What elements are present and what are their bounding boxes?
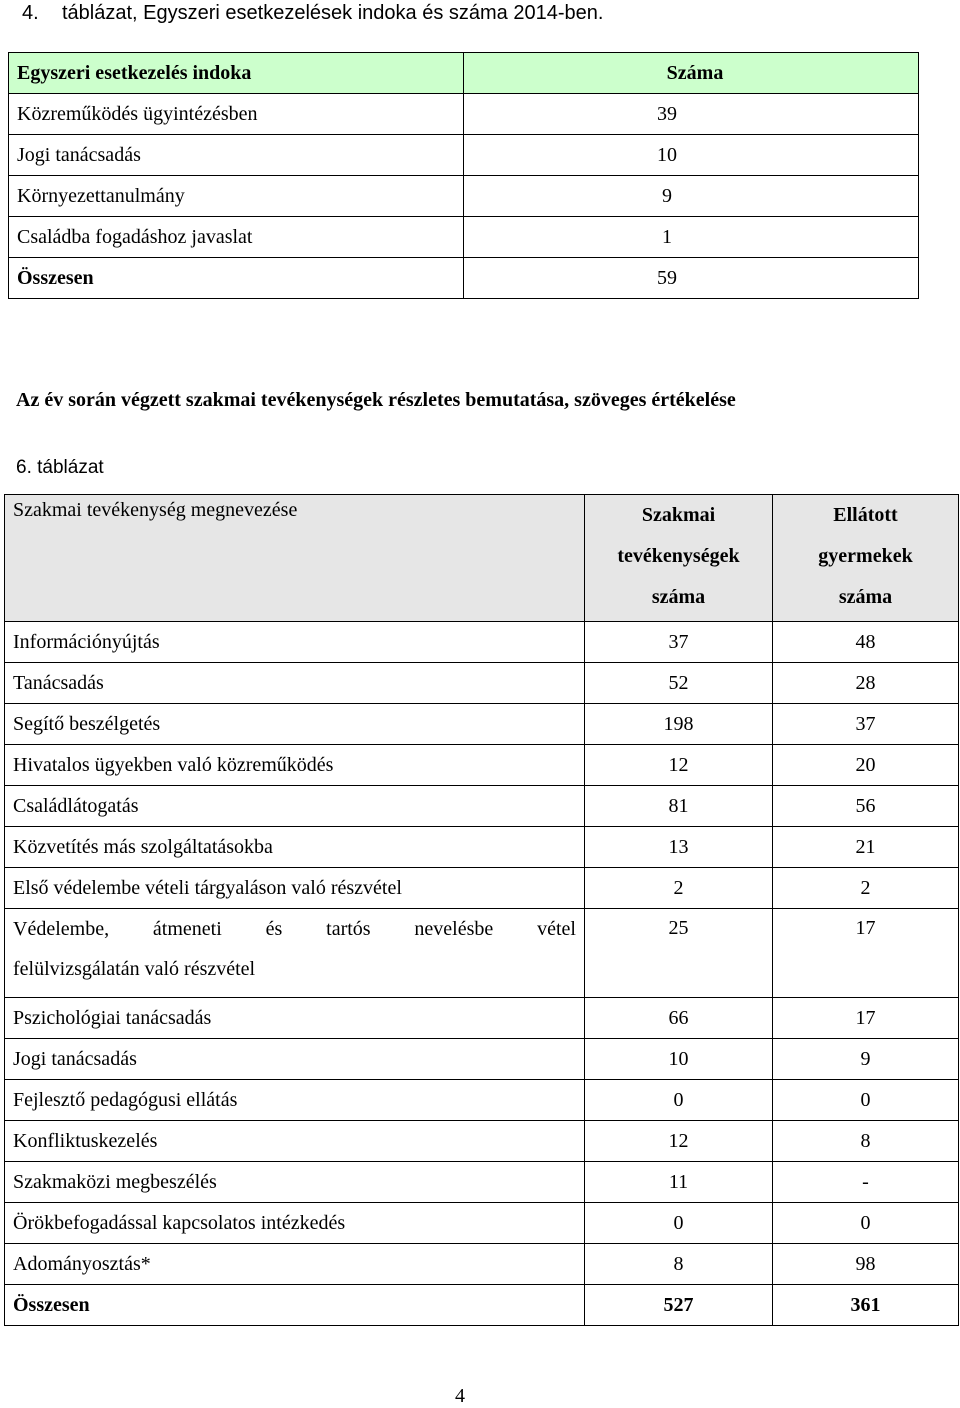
row-activities: 52: [585, 663, 773, 704]
row-activities: 37: [585, 622, 773, 663]
row-activities: 0: [585, 1203, 773, 1244]
row-activities: 25: [585, 909, 773, 998]
row-children: 17: [773, 909, 959, 998]
row-label: Családba fogadáshoz javaslat: [9, 217, 464, 258]
row-label: Pszichológiai tanácsadás: [5, 998, 585, 1039]
row-activities: 8: [585, 1244, 773, 1285]
row-children: 0: [773, 1203, 959, 1244]
row-children: 48: [773, 622, 959, 663]
row-children: 9: [773, 1039, 959, 1080]
row-activities: 11: [585, 1162, 773, 1203]
table-row: [9, 217, 919, 258]
row-label: Tanácsadás: [5, 663, 585, 704]
table-row: [5, 622, 959, 663]
table-header-row: [9, 53, 919, 94]
row-label: Közvetítés más szolgáltatásokba: [5, 827, 585, 868]
table-row: [9, 135, 919, 176]
row-children: 17: [773, 998, 959, 1039]
header-children-count: [773, 495, 959, 622]
total-row: [5, 1285, 959, 1326]
row-label: Örökbefogadással kapcsolatos intézkedés: [5, 1203, 585, 1244]
row-label: Fejlesztő pedagógusi ellátás: [5, 1080, 585, 1121]
total-label: Összesen: [5, 1285, 585, 1326]
word: és: [265, 918, 283, 940]
row-label-line1: [13, 909, 576, 949]
row-children: 20: [773, 745, 959, 786]
row-label: [5, 909, 585, 998]
row-value: 39: [464, 94, 919, 135]
table2-caption: 6. táblázat: [16, 457, 104, 478]
total-activities: 527: [585, 1285, 773, 1326]
header-line: Szakmai: [641, 504, 716, 526]
row-activities: 12: [585, 745, 773, 786]
row-label: Első védelembe vételi tárgyaláson való részvétel: [5, 868, 585, 909]
word: tartós: [326, 918, 371, 940]
table-row: [5, 663, 959, 704]
table-header-row: [5, 495, 959, 622]
row-children: -: [773, 1162, 959, 1203]
table-row: [5, 909, 959, 998]
row-activities: 2: [585, 868, 773, 909]
table-row: [5, 1121, 959, 1162]
row-value: 1: [464, 217, 919, 258]
row-activities: 66: [585, 998, 773, 1039]
table-row: [9, 176, 919, 217]
table-row: [5, 1162, 959, 1203]
header-line: tevékenységek: [617, 545, 740, 567]
table-row: [5, 745, 959, 786]
row-label: Családlátogatás: [5, 786, 585, 827]
row-label: Környezettanulmány: [9, 176, 464, 217]
row-children: 37: [773, 704, 959, 745]
table1-caption-text: táblázat, Egyszeri esetkezelések indoka és száma 2014-ben.: [62, 2, 604, 24]
row-label: Adományosztás*: [5, 1244, 585, 1285]
row-children: 21: [773, 827, 959, 868]
table-row: [5, 704, 959, 745]
page-number: 4: [455, 1385, 465, 1407]
row-children: 0: [773, 1080, 959, 1121]
word: Védelembe,: [13, 918, 110, 940]
row-activities: 10: [585, 1039, 773, 1080]
row-label: Konfliktuskezelés: [5, 1121, 585, 1162]
table1-caption: [22, 0, 603, 26]
row-label: Szakmaközi megbeszélés: [5, 1162, 585, 1203]
table-body: [5, 622, 959, 909]
row-label: Jogi tanácsadás: [5, 1039, 585, 1080]
table-row: [9, 94, 919, 135]
row-value: 9: [464, 176, 919, 217]
row-activities: 198: [585, 704, 773, 745]
row-label: Segítő beszélgetés: [5, 704, 585, 745]
header-line: száma: [651, 586, 706, 608]
table-row: [5, 868, 959, 909]
table-row: [5, 1203, 959, 1244]
row-activities: 0: [585, 1080, 773, 1121]
table-row: [5, 786, 959, 827]
row-label: Hivatalos ügyekben való közreműködés: [5, 745, 585, 786]
professional-activities-table: [4, 494, 959, 1326]
row-children: 56: [773, 786, 959, 827]
word: vétel: [537, 918, 576, 940]
header-reason: Egyszeri esetkezelés indoka: [9, 53, 464, 94]
header-activity-count: [585, 495, 773, 622]
table-row: [5, 1039, 959, 1080]
header-count: Száma: [464, 53, 919, 94]
row-label: Közreműködés ügyintézésben: [9, 94, 464, 135]
row-value: 10: [464, 135, 919, 176]
header-line: gyermekek: [818, 545, 913, 567]
section-title: Az év során végzett szakmai tevékenységek részletes bemutatása, szöveges értékelése: [16, 389, 736, 411]
table-row: [5, 998, 959, 1039]
header-line: száma: [838, 586, 893, 608]
word: nevelésbe: [414, 918, 494, 940]
row-activities: 13: [585, 827, 773, 868]
table-row: [5, 1244, 959, 1285]
row-children: 98: [773, 1244, 959, 1285]
table-row: [5, 827, 959, 868]
row-label-line2: felülvizsgálatán való részvétel: [13, 958, 256, 980]
row-activities: 81: [585, 786, 773, 827]
row-children: 8: [773, 1121, 959, 1162]
header-line: Ellátott: [833, 504, 898, 526]
row-children: 2: [773, 868, 959, 909]
table1-caption-number: 4.: [22, 2, 39, 24]
total-children: 361: [773, 1285, 959, 1326]
header-activity-name: Szakmai tevékenység megnevezése: [5, 495, 585, 622]
table-body: [5, 998, 959, 1285]
casework-reasons-table: [8, 52, 919, 299]
row-label: Jogi tanácsadás: [9, 135, 464, 176]
row-children: 28: [773, 663, 959, 704]
total-value: 59: [464, 258, 919, 299]
total-label: Összesen: [9, 258, 464, 299]
row-activities: 12: [585, 1121, 773, 1162]
table-row: [5, 1080, 959, 1121]
total-row: [9, 258, 919, 299]
row-label: Információnyújtás: [5, 622, 585, 663]
word: átmeneti: [152, 918, 222, 940]
